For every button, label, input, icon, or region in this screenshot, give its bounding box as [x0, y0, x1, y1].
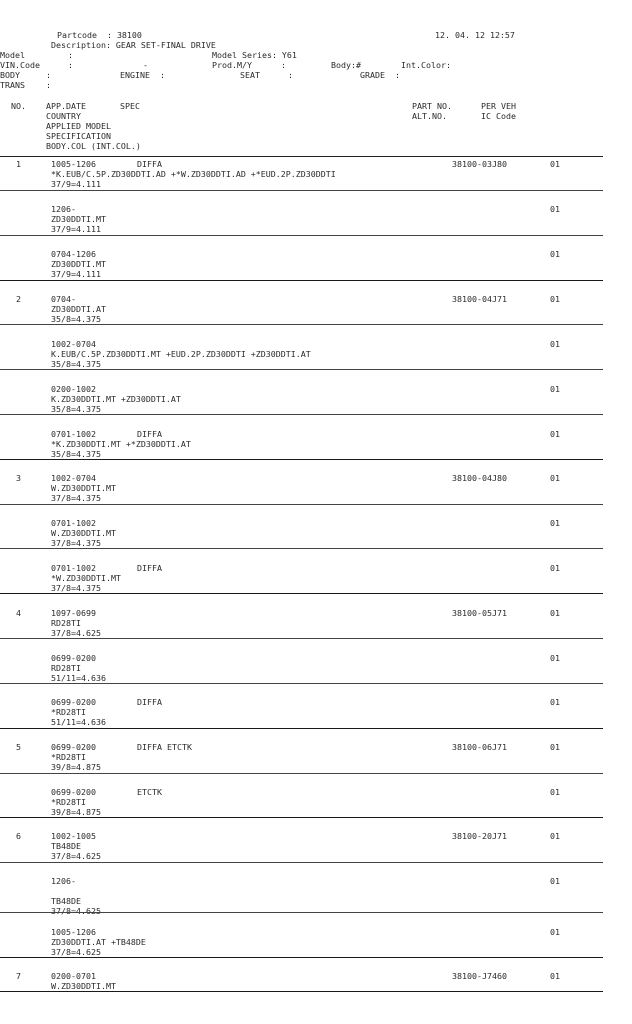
prod-my-label: Prod.M/Y [212, 60, 252, 70]
app-date: 0200-0701 [51, 971, 96, 981]
prod-my-colon: : [281, 60, 286, 70]
item-application [51, 518, 116, 548]
per-vehicle-qty: 01 [550, 339, 560, 349]
grade-label: GRADE : [360, 70, 400, 80]
item-spec: DIFFA [137, 429, 162, 439]
item-spec: ETCTK [137, 787, 162, 797]
applied-model-line: 39/8=4.875 [51, 762, 101, 772]
model-series: Model Series: Y61 [212, 50, 297, 60]
per-vehicle-qty: 01 [550, 876, 560, 886]
column-specification: SPECIFICATION [46, 131, 111, 141]
vin-code-colon: : [68, 60, 73, 70]
part-number: 38100-04J80 [452, 473, 507, 483]
part-number: 38100-04J71 [452, 294, 507, 304]
app-date: 0704-1206 [51, 249, 96, 259]
item-application [51, 159, 336, 189]
model-label: Model [0, 50, 25, 60]
applied-model-line: 35/8=4.375 [51, 314, 101, 324]
body-number-label: Body:# [331, 60, 361, 70]
item-application [51, 876, 101, 916]
applied-model-line: W.ZD30DDTI.MT [51, 483, 116, 493]
app-date: 0699-0200 [51, 653, 96, 663]
description-line: Description: GEAR SET-FINAL DRIVE [51, 40, 216, 50]
header-divider [0, 156, 603, 157]
per-vehicle-qty: 01 [550, 697, 560, 707]
column-part-no: PART NO. [412, 101, 452, 111]
applied-model-line: 37/8=4.625 [51, 628, 101, 638]
per-vehicle-qty: 01 [550, 518, 560, 528]
row-divider [0, 991, 603, 992]
applied-model-line: ZD30DDTI.AT [51, 304, 106, 314]
column-body-col: BODY.COL (INT.COL.) [46, 141, 141, 151]
item-application [51, 927, 146, 957]
row-divider [0, 957, 603, 958]
applied-model-line: K.EUB/C.5P.ZD30DDTI.MT +EUD.2P.ZD30DDTI +ZD30DDTI.AT [51, 349, 311, 359]
item-application [51, 787, 101, 817]
row-divider [0, 638, 603, 639]
app-date: 1097-0699 [51, 608, 96, 618]
per-vehicle-qty: 01 [550, 159, 560, 169]
applied-model-line: RD28TI [51, 618, 81, 628]
column-applied-model: APPLIED MODEL [46, 121, 111, 131]
item-application [51, 742, 101, 772]
applied-model-line: 35/8=4.375 [51, 359, 101, 369]
per-vehicle-qty: 01 [550, 429, 560, 439]
item-application [51, 429, 191, 459]
item-number: 2 [16, 294, 21, 304]
vin-code-label: VIN.Code [0, 60, 40, 70]
applied-model-line: 37/9=4.111 [51, 224, 101, 234]
model-colon: : [68, 50, 73, 60]
per-vehicle-qty: 01 [550, 927, 560, 937]
applied-model-line: W.ZD30DDTI.MT [51, 528, 116, 538]
print-datetime: 12. 04. 12 12:57 [435, 30, 515, 40]
applied-model-line: ZD30DDTI.AT +TB48DE [51, 937, 146, 947]
engine-label: ENGINE : [120, 70, 165, 80]
app-date: 0200-1002 [51, 384, 96, 394]
item-number: 6 [16, 831, 21, 841]
vin-code-dash: - [143, 60, 148, 70]
row-divider [0, 369, 603, 370]
per-vehicle-qty: 01 [550, 204, 560, 214]
item-number: 3 [16, 473, 21, 483]
item-number: 4 [16, 608, 21, 618]
row-divider [0, 817, 603, 818]
app-date: 1002-0704 [51, 339, 96, 349]
applied-model-line: 37/8=4.625 [51, 851, 101, 861]
row-divider [0, 190, 603, 191]
column-app-date: APP.DATE [46, 101, 86, 111]
item-spec: DIFFA [137, 563, 162, 573]
seat-label: SEAT [240, 70, 260, 80]
row-divider [0, 548, 603, 549]
app-date: 1005-1206 [51, 927, 96, 937]
applied-model-line: 37/8=4.375 [51, 538, 101, 548]
app-date: 1002-0704 [51, 473, 96, 483]
per-vehicle-qty: 01 [550, 742, 560, 752]
per-vehicle-qty: 01 [550, 653, 560, 663]
item-application [51, 294, 106, 324]
row-divider [0, 235, 603, 236]
row-divider [0, 773, 603, 774]
applied-model-line: K.ZD30DDTI.MT +ZD30DDTI.AT [51, 394, 181, 404]
item-number: 7 [16, 971, 21, 981]
app-date: 0699-0200 [51, 697, 96, 707]
applied-model-line: 37/8=4.625 [51, 947, 101, 957]
applied-model-line: 37/9=4.111 [51, 269, 101, 279]
applied-model-line: 37/9=4.111 [51, 179, 101, 189]
per-vehicle-qty: 01 [550, 294, 560, 304]
item-application [51, 697, 106, 727]
app-date: 0699-0200 [51, 787, 96, 797]
app-date: 0699-0200 [51, 742, 96, 752]
int-color-label: Int.Color: [401, 60, 451, 70]
body-label: BODY [0, 70, 20, 80]
item-number: 5 [16, 742, 21, 752]
row-divider [0, 324, 603, 325]
row-divider [0, 459, 603, 460]
applied-model-line: *RD28TI [51, 797, 86, 807]
per-vehicle-qty: 01 [550, 563, 560, 573]
row-divider [0, 728, 603, 729]
item-application [51, 339, 311, 369]
applied-model-line: 37/8=4.375 [51, 583, 101, 593]
app-date: 1206- [51, 876, 76, 886]
part-number: 38100-J7460 [452, 971, 507, 981]
applied-model-line: W.ZD30DDTI.MT [51, 981, 116, 991]
applied-model-line: 37/8=4.375 [51, 493, 101, 503]
item-application [51, 473, 116, 503]
row-divider [0, 683, 603, 684]
item-application [51, 384, 181, 414]
applied-model-line: 35/8=4.375 [51, 449, 101, 459]
applied-model-line: *W.ZD30DDTI.MT [51, 573, 121, 583]
applied-model-line: 39/8=4.875 [51, 807, 101, 817]
partcode-line: Partcode : 38100 [57, 30, 142, 40]
item-spec: DIFFA [137, 697, 162, 707]
part-number: 38100-05J71 [452, 608, 507, 618]
applied-model-line: 35/8=4.375 [51, 404, 101, 414]
item-application [51, 204, 106, 234]
part-number: 38100-06J71 [452, 742, 507, 752]
item-spec: DIFFA ETCTK [137, 742, 192, 752]
applied-model-line: *RD28TI [51, 752, 86, 762]
column-per-veh: PER VEH [481, 101, 516, 111]
item-application [51, 971, 116, 991]
per-vehicle-qty: 01 [550, 473, 560, 483]
applied-model-line: ZD30DDTI.MT [51, 214, 106, 224]
applied-model-line: TB48DE [51, 896, 81, 906]
app-date: 1005-1206 [51, 159, 96, 169]
row-divider [0, 912, 603, 913]
per-vehicle-qty: 01 [550, 831, 560, 841]
column-alt-no: ALT.NO. [412, 111, 447, 121]
item-number: 1 [16, 159, 21, 169]
part-number: 38100-03J80 [452, 159, 507, 169]
app-date: 0701-1002 [51, 429, 96, 439]
row-divider [0, 593, 603, 594]
applied-model-line [51, 886, 101, 896]
applied-model-line: 37/8=4.625 [51, 906, 101, 916]
trans-colon: : [46, 80, 51, 90]
per-vehicle-qty: 01 [550, 608, 560, 618]
applied-model-line: 51/11=4.636 [51, 717, 106, 727]
item-application [51, 608, 101, 638]
item-spec: DIFFA [137, 159, 162, 169]
applied-model-line: *RD28TI [51, 707, 86, 717]
applied-model-line: TB48DE [51, 841, 81, 851]
item-application [51, 249, 106, 279]
column-ic-code: IC Code [481, 111, 516, 121]
column-country: COUNTRY [46, 111, 81, 121]
part-number: 38100-20J71 [452, 831, 507, 841]
app-date: 0704- [51, 294, 76, 304]
row-divider [0, 504, 603, 505]
item-application [51, 831, 101, 861]
column-no: NO. [11, 101, 26, 111]
column-spec: SPEC [120, 101, 140, 111]
applied-model-line: *K.EUB/C.5P.ZD30DDTI.AD +*W.ZD30DDTI.AD +*EUD.2P.ZD30DDTI [51, 169, 336, 179]
per-vehicle-qty: 01 [550, 249, 560, 259]
applied-model-line: RD28TI [51, 663, 81, 673]
app-date: 1206- [51, 204, 76, 214]
app-date: 0701-1002 [51, 563, 96, 573]
per-vehicle-qty: 01 [550, 787, 560, 797]
row-divider [0, 280, 603, 281]
per-vehicle-qty: 01 [550, 384, 560, 394]
applied-model-line: ZD30DDTI.MT [51, 259, 106, 269]
item-application [51, 653, 106, 683]
applied-model-line: 51/11=4.636 [51, 673, 106, 683]
item-application [51, 563, 121, 593]
applied-model-line: *K.ZD30DDTI.MT +*ZD30DDTI.AT [51, 439, 191, 449]
app-date: 1002-1005 [51, 831, 96, 841]
seat-colon: : [288, 70, 293, 80]
trans-label: TRANS [0, 80, 25, 90]
row-divider [0, 862, 603, 863]
row-divider [0, 414, 603, 415]
per-vehicle-qty: 01 [550, 971, 560, 981]
app-date: 0701-1002 [51, 518, 96, 528]
body-colon: : [46, 70, 51, 80]
